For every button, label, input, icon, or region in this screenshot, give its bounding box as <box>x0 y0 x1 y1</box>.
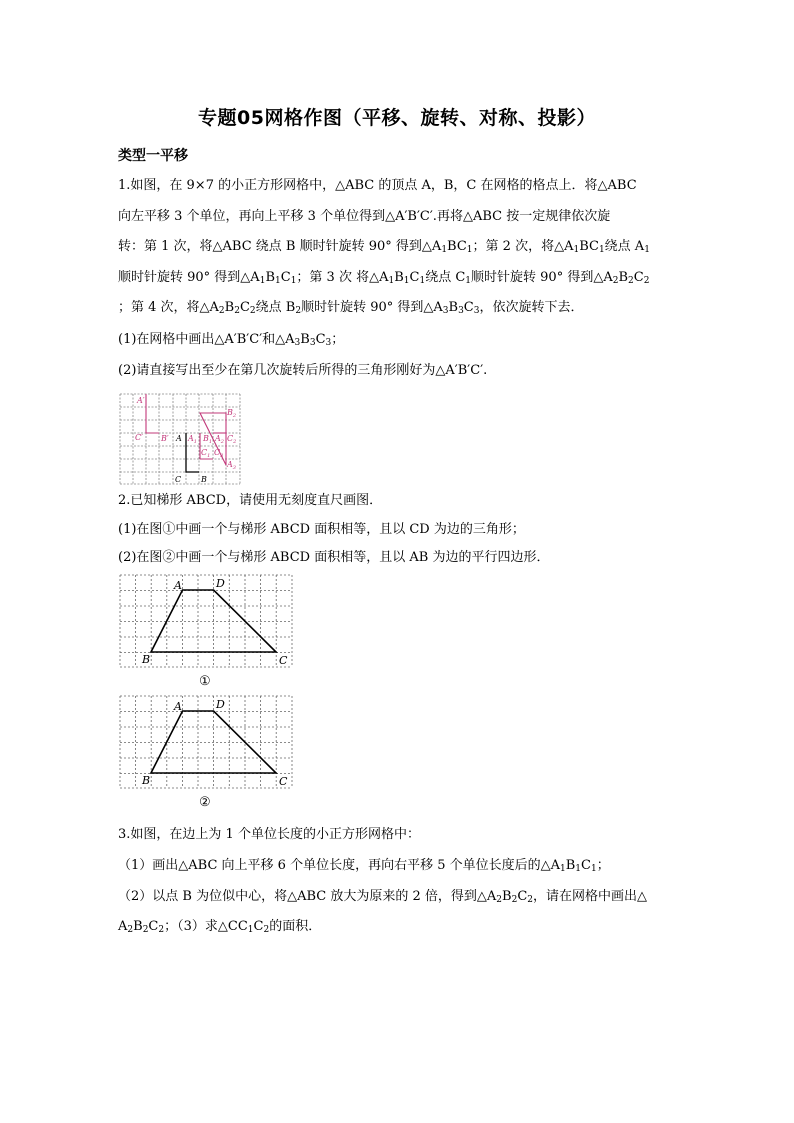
t: 2 <box>233 439 237 445</box>
t: BC <box>579 239 599 254</box>
t: 2 <box>232 413 237 419</box>
q3-line-3: （2）以点 B 为位似中心，将△ABC 放大为原来的 2 倍，得到$\triangle A_2B_2C_2$，请在网格中画出△ <box>118 889 647 905</box>
t: (1)在网格中画出△A′B′C′和△A <box>118 332 295 347</box>
t: BC <box>447 239 467 254</box>
t: ；第 2 次，将△A <box>472 239 574 254</box>
t: A <box>227 460 233 469</box>
q2-line-1: 2.已知梯形 ABCD，请使用无刻度直尺画图． <box>118 493 383 508</box>
t: 1 <box>207 453 211 459</box>
t: C <box>633 270 644 285</box>
label-a: A <box>174 579 182 592</box>
label-a-prime: A′ <box>137 396 145 405</box>
t: ，依次旋转下去． <box>479 300 584 315</box>
t: 绕点 B <box>255 300 296 315</box>
section-heading: 类型一平移 <box>118 148 188 164</box>
label-d: D <box>216 577 225 590</box>
t: ；第 4 次，将△A <box>118 300 219 315</box>
label-a3 <box>226 460 236 471</box>
t: C <box>148 919 159 934</box>
q1-line-1: 1.如图，在 9×7 的小正方形网格中，△ABC 的顶点 A，B，C 在网格的格点上．将△ABC <box>118 178 637 193</box>
q2-line-3: (2)在图②中画一个与梯形 ABCD 面积相等，且以 AB 为边的平行四边形． <box>118 550 550 565</box>
label-c1 <box>201 448 210 459</box>
t: A <box>215 434 221 443</box>
q3-line-1: 3.如图，在边上为 1 个单位长度的小正方形网格中： <box>118 827 420 842</box>
t: B <box>394 270 404 285</box>
t: C <box>253 919 264 934</box>
fig1-grid <box>119 393 241 485</box>
label-c2 <box>227 434 236 445</box>
t: 1 <box>208 439 213 445</box>
label-c: C <box>175 475 182 484</box>
t: C <box>239 300 250 315</box>
fig2-grid-1 <box>119 574 293 668</box>
t: （2）以点 B 为位似中心，将△ABC 放大为原来的 2 倍，得到△A <box>118 889 497 904</box>
page-title: 专题05网格作图（平移、旋转、对称、投影） <box>198 107 596 129</box>
label-c: C <box>279 775 288 788</box>
q1-line-4: 顺时针旋转 90° 得到$\triangle A_1B_1C_1$；第 3 次 将$\triangle A_1B_1C_1$绕点 $C_1$顺时针旋转 90° 得到$\triangle A_2B_2C_2$ <box>118 270 650 286</box>
t: 2 <box>220 439 224 445</box>
label-b1 <box>202 434 212 445</box>
label-c: C <box>279 654 288 667</box>
label-a: A <box>174 700 182 713</box>
t: 转：第 1 次，将△ABC 绕点 B 顺时针旋转 90° 得到△A <box>118 239 442 254</box>
t: ； <box>596 858 610 873</box>
t: C <box>315 332 326 347</box>
t: C <box>227 434 234 443</box>
t: A <box>118 919 128 934</box>
t: ，请在网格中画出△ <box>533 889 647 904</box>
t: ；（3）求△CC <box>164 919 248 934</box>
t: C <box>409 270 420 285</box>
t: 顺时针旋转 90° 得到△A <box>118 270 260 285</box>
q2-line-2: (1)在图①中画一个与梯形 ABCD 面积相等，且以 CD 为边的三角形； <box>118 522 525 537</box>
t: B <box>565 858 576 873</box>
label-b-prime: B′ <box>161 434 169 443</box>
q1-part-2: (2)请直接写出至少在第几次旋转后所得的三角形刚好为△A′B′C′. <box>118 363 488 378</box>
t: C <box>214 448 221 457</box>
q1-line-5: ；第 4 次，将$\triangle A_2B_2C_2$绕点 $B_2$顺时针旋转 90° 得到$\triangle A_3B_3C_3$，依次旋转下去． <box>118 300 584 316</box>
t: B <box>227 408 233 417</box>
t: ； <box>331 332 345 347</box>
q3-line-2: （1）画出△ABC 向上平移 6 个单位长度，再向右平移 5 个单位长度后的$\triangle A_1B_1C_1$； <box>118 858 610 874</box>
t: 绕点 C <box>425 270 466 285</box>
fig2-caption-2: ② <box>199 795 211 810</box>
q1-line-3: 转：第 1 次，将△ABC 绕点 B 顺时针旋转 90° 得到$\triangle A_1BC_1$；第 2 次，将$\triangle A_1BC_1$绕点 $A_1$ <box>118 239 650 255</box>
q1-part-1: (1)在网格中画出△A′B′C′和$\triangle A_3B_3C_3$； <box>118 332 345 348</box>
t: B <box>224 300 235 315</box>
t: 绕点 A <box>604 239 645 254</box>
label-b2 <box>226 408 236 419</box>
q1-line-2: 向左平移 3 个单位，再向上平移 3 个单位得到△A′B′C′.再将△ABC 按一定规律依次旋 <box>118 209 611 224</box>
t: 1 <box>193 439 197 445</box>
t: 顺时针旋转 90° 得到△A <box>471 270 613 285</box>
t: B <box>502 889 512 904</box>
label-a1 <box>187 434 197 445</box>
t: ；第 3 次 将△A <box>296 270 389 285</box>
t: C <box>280 270 291 285</box>
t: C <box>581 858 591 873</box>
label-b: B <box>142 653 151 666</box>
t: 3 <box>232 465 236 471</box>
fig2-caption-1: ① <box>199 674 211 689</box>
label-b: B <box>201 475 207 484</box>
t: 的面积． <box>269 919 322 934</box>
q3-line-4: $A_2B_2C_2$；（3）求$\triangle CC_1C_2$的面积． <box>118 919 322 935</box>
t: B <box>300 332 310 347</box>
label-c-prime: C′ <box>135 433 143 442</box>
label-a: A <box>176 434 182 443</box>
fig2-grid-2 <box>119 695 293 789</box>
label-c3 <box>214 448 223 459</box>
t: 顺时针旋转 90° 得到△A <box>301 300 443 315</box>
t: （1）画出△ABC 向上平移 6 个单位长度，再向右平移 5 个单位长度后的△A <box>118 858 560 873</box>
label-b: B <box>142 774 151 787</box>
t: C <box>517 889 528 904</box>
t: A <box>188 434 194 443</box>
t: B <box>133 919 143 934</box>
t: B <box>265 270 275 285</box>
t: B <box>203 434 209 443</box>
t: C <box>463 300 474 315</box>
label-d: D <box>216 698 225 711</box>
t: B <box>448 300 459 315</box>
t: 3 <box>220 453 224 459</box>
t: B <box>618 270 629 285</box>
t: C <box>201 448 208 457</box>
